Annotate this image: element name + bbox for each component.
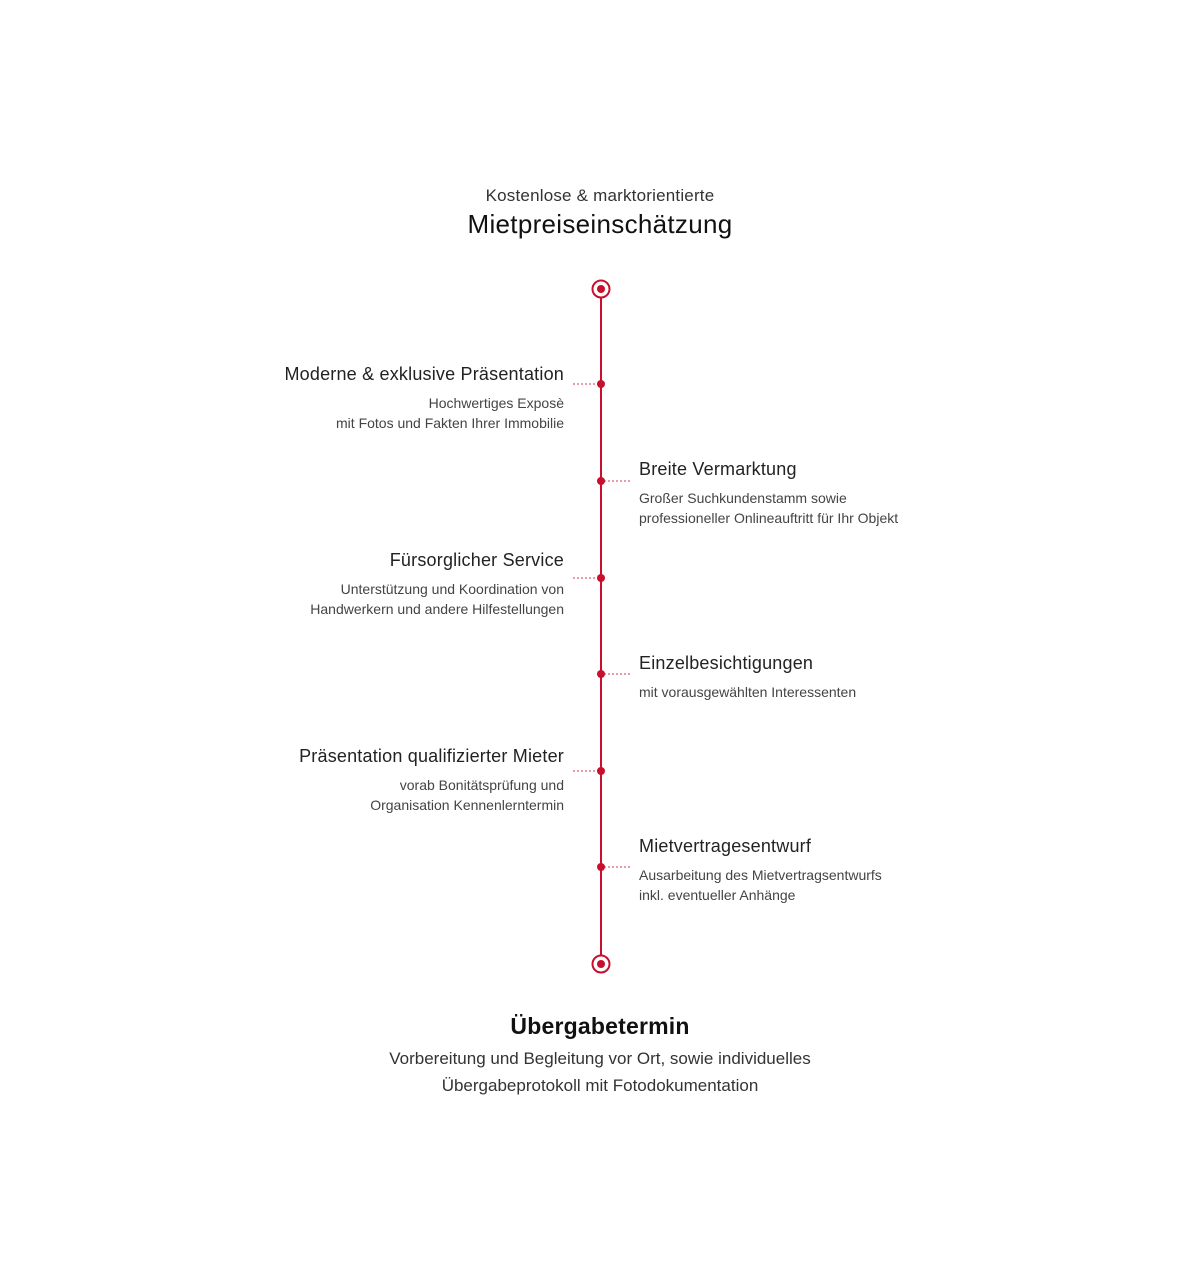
step-title: Moderne & exklusive Präsentation xyxy=(284,364,564,384)
step-title: Fürsorglicher Service xyxy=(389,550,564,570)
step-description xyxy=(224,393,564,433)
header-subtitle: Kostenlose & marktorientierte xyxy=(485,186,715,205)
step-1 xyxy=(224,363,564,433)
step-description xyxy=(639,865,979,905)
footer-description-line: Vorbereitung und Begleitung vor Ort, sowie individuelles xyxy=(389,1049,811,1068)
step-description xyxy=(224,579,564,619)
step-4 xyxy=(639,652,979,702)
step-3 xyxy=(224,549,564,619)
step-connector-5 xyxy=(573,767,605,775)
footer-description xyxy=(0,1045,1200,1099)
step-description-line: Großer Suchkundenstamm sowie xyxy=(639,490,847,506)
step-connector-6 xyxy=(597,863,630,871)
step-description-line: vorab Bonitätsprüfung und xyxy=(399,777,564,793)
step-connector-4 xyxy=(597,670,630,678)
step-2 xyxy=(639,458,979,528)
step-title: Präsentation qualifizierter Mieter xyxy=(299,746,564,766)
step-description-line: professioneller Onlineauftritt für Ihr Objekt xyxy=(639,510,899,526)
page-title: Mietpreiseinschätzung xyxy=(467,209,733,239)
step-connector-1 xyxy=(573,380,605,388)
step-title: Einzelbesichtigungen xyxy=(639,653,814,673)
step-connector-3 xyxy=(573,574,605,582)
step-5 xyxy=(224,745,564,815)
footer-title: Übergabetermin xyxy=(510,1013,690,1039)
step-description-line: Organisation Kennenlerntermin xyxy=(370,797,564,813)
step-description-line: Handwerkern und andere Hilfestellungen xyxy=(310,601,564,617)
step-title: Breite Vermarktung xyxy=(639,459,797,479)
step-6 xyxy=(639,835,979,905)
step-description-line: Ausarbeitung des Mietvertragsentwurfs xyxy=(639,867,882,883)
footer-description-line: Übergabeprotokoll mit Fotodokumentation xyxy=(441,1076,759,1095)
timeline-end-node xyxy=(593,956,610,973)
step-description-line: mit Fotos und Fakten Ihrer Immobilie xyxy=(336,415,564,431)
step-description-line: inkl. eventueller Anhänge xyxy=(639,887,796,903)
timeline-start-node xyxy=(593,281,610,298)
step-description xyxy=(639,682,979,702)
step-description xyxy=(639,488,979,528)
step-connector-2 xyxy=(597,477,630,485)
step-title: Mietvertragesentwurf xyxy=(639,836,812,856)
step-description-line: Hochwertiges Exposè xyxy=(428,395,564,411)
step-description xyxy=(224,775,564,815)
step-description-line: mit vorausgewählten Interessenten xyxy=(639,684,857,700)
step-description-line: Unterstützung und Koordination von xyxy=(340,581,564,597)
